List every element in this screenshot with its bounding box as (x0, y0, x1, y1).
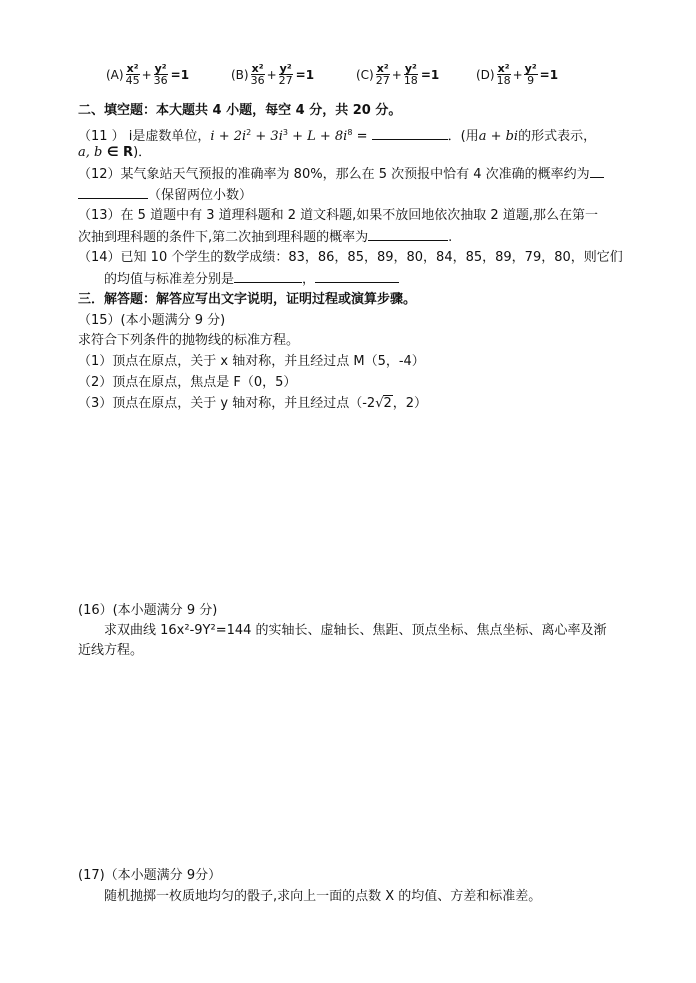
option-label: (A) (106, 67, 124, 82)
question-12: （12）某气象站天气预报的准确率为 80%，那么在 5 次预报中恰有 4 次准确的概率约为 (78, 165, 604, 183)
question-16-line1: 求双曲线 16x²-9Y²=144 的实轴长、虚轴长、焦距、顶点坐标、焦点坐标、离心率及渐 (104, 623, 607, 638)
question-11-line2: a, b ∈ R)． (78, 145, 152, 160)
question-15-intro: 求符合下列条件的抛物线的标准方程。 (78, 333, 300, 348)
fraction: $\frac{\text{x²}}{36}$ (250, 62, 265, 87)
fraction: $\frac{\text{x²}}{45}$ (125, 62, 140, 87)
answer-blank[interactable] (590, 165, 604, 178)
option-label: (D) (476, 67, 495, 82)
fraction: $\frac{\text{y²}}{18}$ (403, 62, 418, 87)
question-17-title: (17)（本小题满分 9分） (78, 868, 222, 883)
answer-blank[interactable] (315, 270, 399, 283)
question-12-line2: （保留两位小数） (78, 186, 252, 204)
fraction: $\frac{\text{x²}}{18}$ (496, 62, 511, 87)
question-15-title: （15）(本小题满分 9 分) (78, 313, 226, 328)
option-a: (A) $\frac{\text{x²}}{45}$ + $\frac{\text{y²}}{36}$ =1 (106, 62, 190, 87)
fraction: $\frac{\text{y²}}{27}$ (278, 62, 293, 87)
option-label: (B) (231, 67, 249, 82)
fraction: $\frac{\text{x²}}{27}$ (375, 62, 390, 87)
question-13-line2: 次抽到理科题的条件下,第二次抽到理科题的概率为 . (78, 230, 453, 245)
section-heading: 三．解答题：解答应写出文字说明，证明过程或演算步骤。 (78, 292, 417, 307)
option-c: (C) $\frac{\text{x²}}{27}$ + $\frac{\text{y²}}{18}$ =1 (356, 62, 440, 87)
option-label: (C) (356, 67, 374, 82)
question-16-title: (16）(本小题满分 9 分) (78, 603, 218, 618)
answer-blank[interactable] (372, 127, 448, 140)
question-15-item1: （1）顶点在原点，关于 x 轴对称，并且经过点 M（5，-4） (78, 354, 425, 369)
option-b: (B) $\frac{\text{x²}}{36}$ + $\frac{\text{y²}}{27}$ =1 (231, 62, 315, 87)
fraction: $\frac{\text{y²}}{9}$ (524, 62, 537, 87)
question-14: （14）已知 10 个学生的数学成绩：83，86，85，89，80，84，85，89，79，80，则它们 (78, 250, 623, 265)
fraction: $\frac{\text{y²}}{36}$ (153, 62, 168, 87)
question-14-line2: 的均值与标准差分别是 ， (104, 270, 399, 288)
question-13: （13）在 5 道题中有 3 道理科题和 2 道文科题,如果不放回地依次抽取 2 道题,那么在第一 (78, 208, 598, 223)
question-16-line2: 近线方程。 (78, 643, 144, 658)
option-d: (D) $\frac{\text{x²}}{18}$ + $\frac{\text{y²}}{9}$ =1 (476, 62, 559, 87)
question-11: （11 ） i是虚数单位，$i + 2i^2 + 3i^3 + L + 8i^8$ = ．(用a + bi的形式表示， (78, 128, 597, 144)
question-15-item2: （2）顶点在原点，焦点是 F（0，5） (78, 375, 297, 390)
answer-blank[interactable] (78, 186, 148, 199)
sqrt-symbol: √ (375, 396, 384, 411)
question-15-item3: （3）顶点在原点，关于 y 轴对称，并且经过点（-2√2，2） (78, 396, 428, 411)
answer-blank[interactable] (234, 270, 302, 283)
answer-blank[interactable] (368, 228, 448, 241)
section-heading: 二、填空题：本大题共 4 小题，每空 4 分，共 20 分。 (78, 103, 402, 118)
question-17-line1: 随机抛掷一枚质地均匀的骰子,求向上一面的点数 X 的均值、方差和标准差。 (104, 889, 542, 904)
